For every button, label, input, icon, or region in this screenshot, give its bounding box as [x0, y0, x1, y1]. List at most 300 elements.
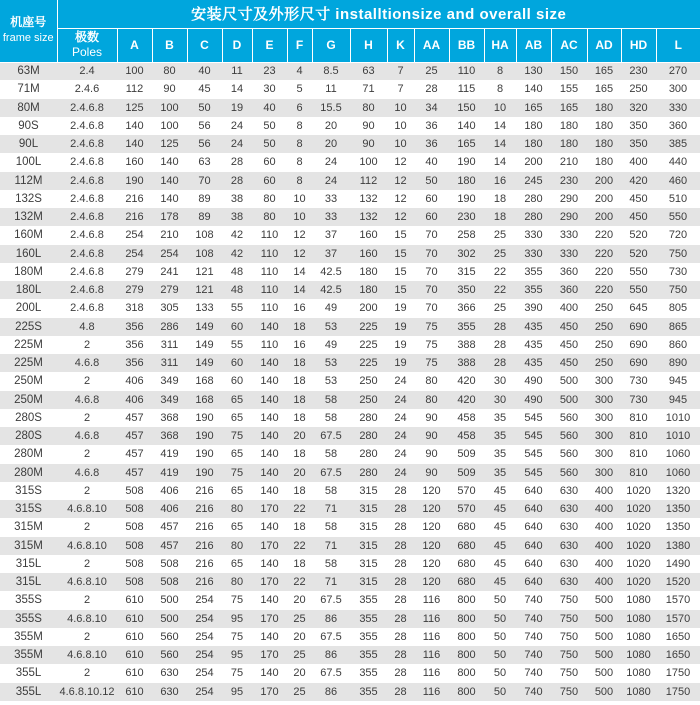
dim-value-cell-AA: 70 — [425, 284, 438, 297]
frame-size-cell: 315L — [15, 557, 42, 570]
dim-value-cell-AC: 155 — [559, 83, 579, 96]
dim-value-cell-AB: 640 — [524, 521, 543, 534]
dim-value-cell-AD: 165 — [594, 83, 614, 96]
dim-value-cell-HA: 16 — [493, 174, 507, 187]
dim-value-cell-H: 250 — [359, 375, 378, 388]
dim-value-cell-L: 1320 — [665, 484, 691, 497]
dim-value-cell-AD: 300 — [594, 430, 614, 443]
dim-value-cell-H: 80 — [362, 101, 375, 114]
dim-value-cell-G: 67.5 — [320, 630, 342, 643]
dim-value-cell-E: 40 — [263, 101, 276, 114]
dim-value-cell-AD: 220 — [594, 265, 614, 278]
dim-value-cell-AA: 120 — [422, 539, 441, 552]
dim-value-cell-L: 720 — [668, 229, 688, 242]
dim-value-cell-G: 53 — [324, 320, 338, 333]
dim-value-cell-AB: 640 — [524, 503, 543, 516]
dim-value-cell-F: 18 — [293, 320, 306, 333]
dim-value-cell-C: 108 — [195, 229, 214, 242]
poles-cell: 2 — [83, 594, 91, 607]
dim-value-cell-D: 65 — [230, 411, 244, 424]
dim-value-cell-L: 1750 — [665, 667, 691, 680]
dim-value-cell-K: 24 — [394, 466, 407, 479]
table-row — [0, 537, 700, 555]
dim-value-cell-HD: 690 — [629, 338, 648, 351]
dim-value-cell-L: 300 — [668, 83, 688, 96]
table-row — [0, 518, 700, 536]
dim-value-cell-HA: 28 — [493, 338, 507, 351]
dim-value-cell-D: 11 — [231, 65, 243, 78]
dim-value-cell-E: 140 — [260, 466, 279, 479]
dim-value-cell-F: 20 — [293, 630, 306, 643]
dim-value-cell-G: 20 — [324, 138, 338, 151]
dim-value-cell-HD: 320 — [629, 101, 648, 114]
dim-value-cell-G: 20 — [324, 119, 338, 132]
frame-size-cell: 71M — [17, 83, 40, 96]
dim-value-cell-H: 355 — [359, 667, 378, 680]
dim-value-cell-HA: 35 — [493, 448, 507, 461]
dim-value-cell-AA: 120 — [422, 521, 441, 534]
dim-value-cell-K: 28 — [394, 539, 407, 552]
dim-value-cell-L: 360 — [668, 119, 688, 132]
dim-value-cell-HD: 1080 — [626, 667, 651, 680]
dim-value-cell-AA: 90 — [425, 466, 438, 479]
dim-value-cell-E: 170 — [260, 576, 279, 589]
dim-value-cell-AD: 200 — [594, 174, 614, 187]
table-row — [0, 555, 700, 573]
installation-size-header: 安装尺寸及外形尺寸 installtionsize and overall size — [57, 0, 700, 28]
dim-value-cell-AC: 560 — [559, 411, 579, 424]
frame-size-cell: 250M — [14, 393, 43, 406]
dim-value-cell-B: 140 — [160, 174, 179, 187]
dim-value-cell-B: 90 — [163, 83, 176, 96]
dim-value-cell-HA: 14 — [493, 119, 507, 132]
dim-value-cell-D: 48 — [230, 265, 244, 278]
dim-value-cell-K: 28 — [394, 557, 407, 570]
dim-value-cell-AB: 245 — [524, 174, 543, 187]
dim-value-cell-K: 15 — [394, 247, 407, 260]
dim-value-cell-C: 133 — [195, 302, 214, 315]
dim-value-cell-D: 42 — [230, 229, 244, 242]
dim-value-cell-G: 86 — [324, 612, 338, 625]
dim-value-cell-L: 1010 — [665, 430, 691, 443]
dim-value-cell-AC: 290 — [559, 211, 579, 224]
dim-value-cell-H: 355 — [359, 649, 378, 662]
dim-value-cell-HD: 810 — [629, 411, 648, 424]
dim-value-cell-AB: 180 — [524, 119, 543, 132]
dim-value-cell-H: 225 — [359, 357, 378, 370]
frame-size-cell: 315S — [15, 484, 42, 497]
poles-cell: 4.6.8.10 — [67, 649, 107, 662]
dim-value-cell-A: 610 — [125, 612, 144, 625]
dim-value-cell-H: 71 — [362, 83, 375, 96]
dim-value-cell-F: 12 — [293, 229, 306, 242]
dim-value-cell-AB: 490 — [524, 375, 543, 388]
dim-value-cell-AB: 200 — [524, 156, 543, 169]
table-row — [0, 80, 700, 98]
dim-value-cell-E: 110 — [260, 229, 279, 242]
dim-value-cell-HD: 550 — [629, 284, 648, 297]
frame-size-cell: 100L — [15, 156, 42, 169]
table-row — [0, 354, 700, 372]
dim-value-cell-BB: 258 — [457, 229, 476, 242]
dim-value-cell-F: 22 — [293, 503, 306, 516]
dim-value-cell-AA: 116 — [422, 649, 441, 662]
dim-value-cell-G: 24 — [324, 174, 338, 187]
dim-header-AC: AC — [551, 28, 587, 62]
dim-value-cell-AD: 180 — [594, 138, 614, 151]
dim-value-cell-C: 63 — [198, 156, 211, 169]
dim-value-cell-AA: 90 — [425, 448, 438, 461]
dim-value-cell-H: 355 — [359, 685, 378, 698]
dim-value-cell-HA: 18 — [493, 211, 507, 224]
dim-value-cell-A: 610 — [125, 630, 144, 643]
dim-value-cell-H: 63 — [362, 65, 375, 78]
dim-value-cell-C: 168 — [195, 375, 214, 388]
dim-value-cell-HA: 25 — [493, 302, 507, 315]
dim-value-cell-A: 457 — [125, 411, 144, 424]
dim-value-cell-G: 37 — [324, 247, 338, 260]
dim-value-cell-AD: 400 — [594, 503, 614, 516]
dim-value-cell-B: 406 — [160, 503, 179, 516]
dim-value-cell-AD: 220 — [594, 229, 614, 242]
dim-value-cell-AD: 300 — [594, 375, 614, 388]
dim-value-cell-K: 28 — [394, 630, 407, 643]
dim-value-cell-AD: 220 — [594, 247, 614, 260]
dim-value-cell-C: 45 — [198, 83, 211, 96]
dim-value-cell-H: 90 — [362, 138, 375, 151]
dim-header-B: B — [152, 28, 187, 62]
dim-value-cell-L: 385 — [668, 138, 688, 151]
dim-value-cell-K: 28 — [394, 685, 407, 698]
dim-value-cell-L: 750 — [668, 247, 688, 260]
dim-value-cell-BB: 800 — [457, 667, 476, 680]
poles-header-en: Poles — [71, 45, 103, 59]
dim-value-cell-HA: 30 — [493, 375, 507, 388]
dim-value-cell-G: 86 — [324, 685, 338, 698]
dim-value-cell-F: 18 — [293, 393, 306, 406]
dim-value-cell-D: 55 — [230, 338, 244, 351]
dim-value-cell-BB: 140 — [457, 119, 476, 132]
dim-value-cell-L: 1010 — [665, 411, 691, 424]
dim-value-cell-F: 18 — [293, 375, 306, 388]
dim-value-cell-AB: 640 — [524, 576, 543, 589]
dim-header-L: L — [656, 28, 700, 62]
dim-value-cell-G: 24 — [324, 156, 338, 169]
dim-value-cell-E: 60 — [263, 174, 276, 187]
table-row — [0, 208, 700, 226]
dim-value-cell-D: 65 — [230, 557, 244, 570]
dim-value-cell-K: 28 — [394, 649, 407, 662]
frame-size-cell: 90S — [18, 119, 39, 132]
dim-value-cell-A: 457 — [125, 466, 144, 479]
dim-value-cell-K: 24 — [394, 430, 407, 443]
dim-value-cell-B: 630 — [160, 685, 179, 698]
dim-header-E: E — [252, 28, 287, 62]
dim-value-cell-H: 250 — [359, 393, 378, 406]
dim-value-cell-AB: 140 — [524, 83, 543, 96]
poles-cell: 2.4.6.8 — [70, 156, 104, 169]
dim-value-cell-C: 254 — [195, 685, 214, 698]
dim-value-cell-H: 315 — [359, 539, 378, 552]
dim-value-cell-AD: 400 — [594, 576, 614, 589]
dim-value-cell-AD: 500 — [594, 685, 614, 698]
dim-value-cell-K: 28 — [394, 576, 407, 589]
dim-value-cell-A: 112 — [125, 83, 144, 96]
dim-value-cell-HA: 35 — [493, 430, 507, 443]
dim-value-cell-B: 210 — [160, 229, 179, 242]
dim-value-cell-AA: 25 — [425, 65, 438, 78]
poles-cell: 2.4.6.8 — [70, 247, 104, 260]
dim-value-cell-H: 132 — [359, 192, 378, 205]
dim-value-cell-D: 75 — [230, 667, 244, 680]
dim-value-cell-B: 419 — [160, 466, 179, 479]
dim-value-cell-AD: 500 — [594, 612, 614, 625]
dim-value-cell-G: 58 — [324, 393, 338, 406]
dim-value-cell-AD: 400 — [594, 539, 614, 552]
dim-value-cell-L: 1570 — [665, 594, 691, 607]
dim-value-cell-AB: 740 — [524, 612, 543, 625]
frame-size-cell: 315M — [14, 521, 43, 534]
dim-value-cell-H: 180 — [359, 265, 378, 278]
dim-value-cell-A: 508 — [125, 557, 144, 570]
dim-value-cell-AD: 250 — [594, 338, 614, 351]
frame-size-cell: 63M — [17, 65, 40, 78]
frame-size-cell: 132M — [14, 211, 43, 224]
dim-value-cell-D: 65 — [230, 393, 244, 406]
dim-value-cell-HA: 45 — [493, 521, 507, 534]
poles-header-zh: 极数 — [74, 30, 99, 44]
dim-value-cell-HD: 450 — [629, 192, 648, 205]
dim-value-cell-AB: 640 — [524, 539, 543, 552]
dim-value-cell-AD: 250 — [594, 302, 614, 315]
dim-value-cell-K: 7 — [397, 65, 404, 78]
dim-value-cell-BB: 350 — [457, 284, 476, 297]
frame-size-cell: 225S — [15, 320, 42, 333]
dim-value-cell-HD: 400 — [629, 156, 648, 169]
dim-value-cell-C: 149 — [195, 357, 214, 370]
dim-value-cell-AC: 560 — [559, 466, 579, 479]
dim-value-cell-G: 33 — [324, 192, 338, 205]
dim-value-cell-F: 6 — [296, 101, 303, 114]
dim-value-cell-A: 610 — [125, 594, 144, 607]
dim-value-cell-AB: 545 — [524, 411, 543, 424]
poles-cell: 2 — [83, 484, 91, 497]
dim-value-cell-AD: 180 — [594, 156, 614, 169]
dim-value-cell-L: 1570 — [665, 612, 691, 625]
dim-value-cell-AC: 560 — [559, 448, 579, 461]
dim-value-cell-AD: 220 — [594, 284, 614, 297]
dim-value-cell-K: 10 — [394, 138, 407, 151]
dim-value-cell-F: 8 — [296, 138, 303, 151]
dim-value-cell-AA: 75 — [425, 357, 438, 370]
dim-value-cell-AC: 630 — [559, 557, 579, 570]
dim-value-cell-L: 1750 — [665, 685, 691, 698]
dim-value-cell-F: 8 — [296, 156, 303, 169]
table-row — [0, 318, 700, 336]
dim-value-cell-L: 865 — [668, 320, 688, 333]
dim-value-cell-G: 58 — [324, 557, 338, 570]
dim-value-cell-E: 140 — [260, 484, 279, 497]
dim-value-cell-B: 368 — [160, 411, 179, 424]
dim-value-cell-BB: 388 — [457, 357, 476, 370]
dim-value-cell-AC: 750 — [559, 685, 579, 698]
table-row — [0, 281, 700, 299]
dim-value-cell-AD: 200 — [594, 192, 614, 205]
dim-value-cell-BB: 110 — [457, 65, 476, 78]
dim-value-cell-HA: 30 — [493, 393, 507, 406]
poles-cell: 4.6.8.10 — [67, 612, 107, 625]
dim-header-F: F — [287, 28, 312, 62]
dim-value-cell-B: 457 — [160, 521, 179, 534]
dim-value-cell-HD: 1020 — [626, 576, 651, 589]
dim-value-cell-AB: 740 — [524, 594, 543, 607]
dim-value-cell-D: 65 — [230, 448, 244, 461]
dim-value-cell-G: 11 — [325, 83, 337, 96]
dim-value-cell-AB: 280 — [524, 211, 543, 224]
dim-value-cell-L: 750 — [668, 284, 688, 297]
dim-value-cell-E: 50 — [263, 119, 276, 132]
dim-value-cell-E: 140 — [260, 557, 279, 570]
dim-value-cell-F: 18 — [293, 411, 306, 424]
dim-value-cell-C: 108 — [195, 247, 214, 260]
dim-value-cell-HD: 230 — [629, 65, 648, 78]
dim-value-cell-AB: 740 — [524, 667, 543, 680]
dim-value-cell-E: 140 — [260, 375, 279, 388]
dim-value-cell-B: 508 — [160, 557, 179, 570]
dim-value-cell-A: 508 — [125, 484, 144, 497]
dim-value-cell-AA: 70 — [425, 229, 438, 242]
dim-value-cell-H: 315 — [359, 557, 378, 570]
dim-value-cell-AB: 330 — [524, 229, 543, 242]
dim-value-cell-BB: 420 — [457, 375, 476, 388]
dim-value-cell-D: 24 — [230, 138, 244, 151]
dim-value-cell-B: 286 — [160, 320, 179, 333]
frame-size-header-zh: 机座号 — [10, 15, 47, 30]
dim-value-cell-AA: 120 — [422, 484, 441, 497]
dim-value-cell-C: 190 — [195, 448, 214, 461]
dim-value-cell-AC: 450 — [559, 357, 579, 370]
dim-value-cell-G: 53 — [324, 357, 338, 370]
dim-value-cell-AA: 80 — [425, 375, 438, 388]
dim-value-cell-AA: 116 — [422, 685, 441, 698]
dim-value-cell-AB: 435 — [524, 357, 543, 370]
dim-value-cell-C: 56 — [198, 119, 211, 132]
dim-value-cell-HD: 1020 — [626, 521, 651, 534]
dim-value-cell-E: 140 — [260, 594, 279, 607]
dim-value-cell-D: 95 — [230, 612, 244, 625]
dim-value-cell-G: 71 — [324, 503, 338, 516]
dim-value-cell-HA: 22 — [493, 265, 507, 278]
dim-value-cell-HA: 50 — [493, 667, 507, 680]
dim-value-cell-HD: 810 — [629, 448, 648, 461]
dim-value-cell-G: 33 — [324, 211, 338, 224]
dim-value-cell-D: 28 — [230, 174, 244, 187]
dim-value-cell-HA: 50 — [493, 594, 507, 607]
poles-cell: 4.6.8 — [74, 393, 100, 406]
dim-value-cell-E: 110 — [260, 247, 279, 260]
dim-value-cell-HA: 50 — [493, 649, 507, 662]
dim-value-cell-AD: 180 — [594, 101, 614, 114]
dim-value-cell-G: 67.5 — [320, 594, 342, 607]
dim-value-cell-HA: 28 — [493, 320, 507, 333]
dim-value-cell-K: 15 — [394, 284, 407, 297]
dim-value-cell-HA: 28 — [493, 357, 507, 370]
dim-value-cell-HD: 1020 — [626, 557, 651, 570]
dim-value-cell-HD: 1080 — [626, 594, 651, 607]
dim-value-cell-A: 254 — [125, 247, 144, 260]
dim-value-cell-F: 22 — [293, 576, 306, 589]
dim-value-cell-K: 24 — [394, 393, 407, 406]
table-row — [0, 409, 700, 427]
dim-value-cell-BB: 509 — [457, 448, 476, 461]
dim-value-cell-D: 42 — [230, 247, 244, 260]
dim-value-cell-K: 15 — [394, 229, 407, 242]
dim-value-cell-HD: 420 — [629, 174, 648, 187]
dim-value-cell-AA: 120 — [422, 503, 441, 516]
poles-cell: 2.4.6.8 — [70, 211, 104, 224]
frame-size-cell: 160L — [15, 247, 42, 260]
dim-header-AA: AA — [414, 28, 449, 62]
dim-value-cell-AC: 500 — [559, 375, 579, 388]
poles-cell: 4.6.8 — [74, 357, 100, 370]
table-row — [0, 683, 700, 702]
dim-value-cell-AB: 130 — [524, 65, 543, 78]
dim-value-cell-B: 500 — [160, 594, 179, 607]
frame-size-cell: 90L — [18, 138, 39, 151]
dim-value-cell-A: 279 — [125, 284, 144, 297]
dim-header-HD: HD — [621, 28, 656, 62]
dim-value-cell-E: 23 — [263, 65, 276, 78]
dim-value-cell-AD: 500 — [594, 594, 614, 607]
poles-cell: 2.4.6 — [74, 83, 100, 96]
dim-value-cell-H: 280 — [359, 448, 378, 461]
dim-value-cell-AA: 116 — [422, 612, 441, 625]
dim-value-cell-L: 945 — [668, 393, 688, 406]
dim-value-cell-AD: 300 — [594, 393, 614, 406]
table-row — [0, 664, 700, 682]
dim-value-cell-D: 65 — [230, 521, 244, 534]
dim-value-cell-E: 140 — [260, 521, 279, 534]
dim-value-cell-H: 160 — [359, 247, 378, 260]
dim-value-cell-AB: 545 — [524, 430, 543, 443]
dim-value-cell-G: 71 — [324, 539, 338, 552]
dim-value-cell-K: 24 — [394, 448, 407, 461]
dim-value-cell-E: 30 — [263, 83, 276, 96]
dim-value-cell-HA: 25 — [493, 229, 507, 242]
dim-value-cell-AB: 435 — [524, 338, 543, 351]
dim-value-cell-D: 95 — [230, 685, 244, 698]
poles-cell: 2.4.6.8 — [70, 265, 104, 278]
dim-value-cell-BB: 388 — [457, 338, 476, 351]
dim-value-cell-K: 19 — [394, 320, 407, 333]
dim-value-cell-D: 75 — [230, 430, 244, 443]
table-row — [0, 482, 700, 500]
dim-value-cell-C: 121 — [195, 284, 214, 297]
dim-value-cell-K: 28 — [394, 667, 407, 680]
dim-value-cell-B: 100 — [160, 119, 179, 132]
dim-value-cell-BB: 680 — [457, 539, 476, 552]
dim-value-cell-F: 18 — [293, 557, 306, 570]
frame-size-cell: 355L — [15, 685, 42, 698]
dim-value-cell-K: 28 — [394, 521, 407, 534]
dim-value-cell-G: 67.5 — [320, 466, 342, 479]
dim-value-cell-BB: 800 — [457, 649, 476, 662]
dim-value-cell-BB: 165 — [457, 138, 476, 151]
dim-value-cell-AA: 34 — [425, 101, 438, 114]
dim-value-cell-F: 10 — [293, 211, 306, 224]
dim-value-cell-H: 160 — [359, 229, 378, 242]
dim-value-cell-H: 132 — [359, 211, 378, 224]
